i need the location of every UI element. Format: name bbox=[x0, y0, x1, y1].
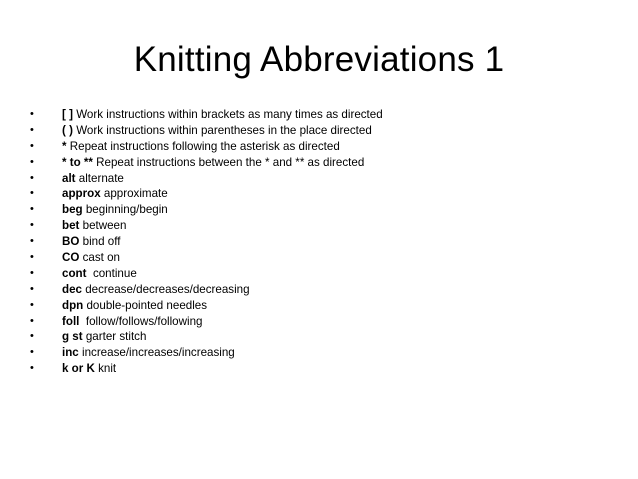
list-item bbox=[30, 218, 630, 234]
list-item-text bbox=[62, 155, 364, 171]
bullet-icon: • bbox=[30, 266, 34, 279]
list-item-text bbox=[62, 234, 120, 250]
list-item bbox=[30, 171, 630, 187]
abbreviation-term: g st bbox=[62, 330, 83, 344]
list-item bbox=[30, 123, 630, 139]
abbreviation-term: inc bbox=[62, 346, 79, 360]
abbreviation-term: CO bbox=[62, 251, 80, 265]
bullet-icon: • bbox=[30, 171, 34, 184]
list-item bbox=[30, 314, 630, 330]
abbreviation-description: beginning/begin bbox=[85, 203, 168, 217]
list-item-text bbox=[62, 250, 120, 266]
list-item bbox=[30, 139, 630, 155]
list-item bbox=[30, 155, 630, 171]
list-item bbox=[30, 202, 630, 218]
abbreviation-term: dpn bbox=[62, 298, 84, 312]
abbreviation-term: BO bbox=[62, 235, 80, 249]
abbreviation-description: double-pointed needles bbox=[86, 298, 208, 312]
abbreviation-description: Work instructions within parentheses in the place directed bbox=[76, 123, 372, 137]
list-item bbox=[30, 329, 630, 345]
list-item-text bbox=[62, 329, 146, 345]
list-item bbox=[30, 361, 630, 377]
abbreviation-description: knit bbox=[98, 362, 117, 376]
bullet-icon: • bbox=[30, 235, 34, 248]
abbreviation-term: [ ] bbox=[62, 108, 73, 121]
abbreviation-list bbox=[30, 107, 630, 377]
abbreviation-description: decrease/decreases/decreasing bbox=[85, 282, 250, 296]
bullet-icon: • bbox=[30, 108, 34, 120]
list-item bbox=[30, 282, 630, 298]
abbreviation-term: foll bbox=[62, 314, 80, 328]
list-item bbox=[30, 266, 630, 282]
abbreviation-description: Repeat instructions between the * and ** as directed bbox=[96, 155, 365, 169]
slide-title: Knitting Abbreviations 1 bbox=[133, 40, 505, 79]
list-item-text bbox=[62, 202, 168, 218]
bullet-icon: • bbox=[30, 139, 34, 152]
list-item-text bbox=[62, 314, 202, 330]
abbreviation-term: alt bbox=[62, 171, 76, 185]
list-item-text bbox=[62, 139, 340, 155]
abbreviation-description: continue bbox=[92, 266, 137, 280]
bullet-icon: • bbox=[30, 330, 34, 343]
list-item bbox=[30, 298, 630, 314]
abbreviation-term: dec bbox=[62, 282, 82, 296]
list-item-text bbox=[62, 266, 137, 282]
bullet-icon: • bbox=[30, 155, 34, 168]
list-item bbox=[30, 186, 630, 202]
bullet-icon: • bbox=[30, 219, 34, 232]
abbreviation-description: cast on bbox=[82, 251, 121, 265]
abbreviation-description: follow/follows/following bbox=[85, 314, 203, 328]
abbreviation-description: alternate bbox=[78, 171, 124, 185]
bullet-icon: • bbox=[30, 314, 34, 327]
abbreviation-term: cont bbox=[62, 266, 87, 280]
list-item-text bbox=[62, 361, 116, 377]
list-item-text bbox=[62, 107, 383, 123]
list-item bbox=[30, 234, 630, 250]
list-item-text bbox=[62, 171, 124, 187]
abbreviation-description: bind off bbox=[82, 235, 121, 249]
abbreviation-description: increase/increases/increasing bbox=[82, 346, 235, 360]
list-item bbox=[30, 345, 630, 361]
list-item-text bbox=[62, 123, 372, 139]
abbreviation-term: approx bbox=[62, 187, 101, 201]
abbreviation-term: ( ) bbox=[62, 123, 73, 137]
list-item bbox=[30, 107, 630, 123]
abbreviation-description: garter stitch bbox=[85, 330, 147, 344]
abbreviation-term: * to ** bbox=[62, 155, 93, 169]
abbreviation-term: bet bbox=[62, 219, 80, 233]
list-item-text bbox=[62, 345, 235, 361]
abbreviation-term: k or K bbox=[62, 362, 95, 376]
bullet-icon: • bbox=[30, 123, 34, 136]
list-item-text bbox=[62, 218, 126, 234]
abbreviation-description: Work instructions within brackets as many times as directed bbox=[76, 108, 383, 121]
abbreviation-term: * bbox=[62, 139, 67, 153]
abbreviation-term: beg bbox=[62, 203, 83, 217]
abbreviation-description: Repeat instructions following the asterisk as directed bbox=[69, 139, 340, 153]
bullet-icon: • bbox=[30, 187, 34, 200]
bullet-icon: • bbox=[30, 298, 34, 311]
bullet-icon: • bbox=[30, 282, 34, 295]
abbreviation-description: between bbox=[82, 219, 127, 233]
bullet-icon: • bbox=[30, 203, 34, 216]
abbreviation-description: approximate bbox=[103, 187, 168, 201]
list-item-text bbox=[62, 298, 207, 314]
bullet-icon: • bbox=[30, 346, 34, 359]
bullet-icon: • bbox=[30, 251, 34, 264]
list-item-text bbox=[62, 282, 250, 298]
list-item-text bbox=[62, 186, 168, 202]
list-item bbox=[30, 250, 630, 266]
bullet-icon: • bbox=[30, 362, 34, 375]
